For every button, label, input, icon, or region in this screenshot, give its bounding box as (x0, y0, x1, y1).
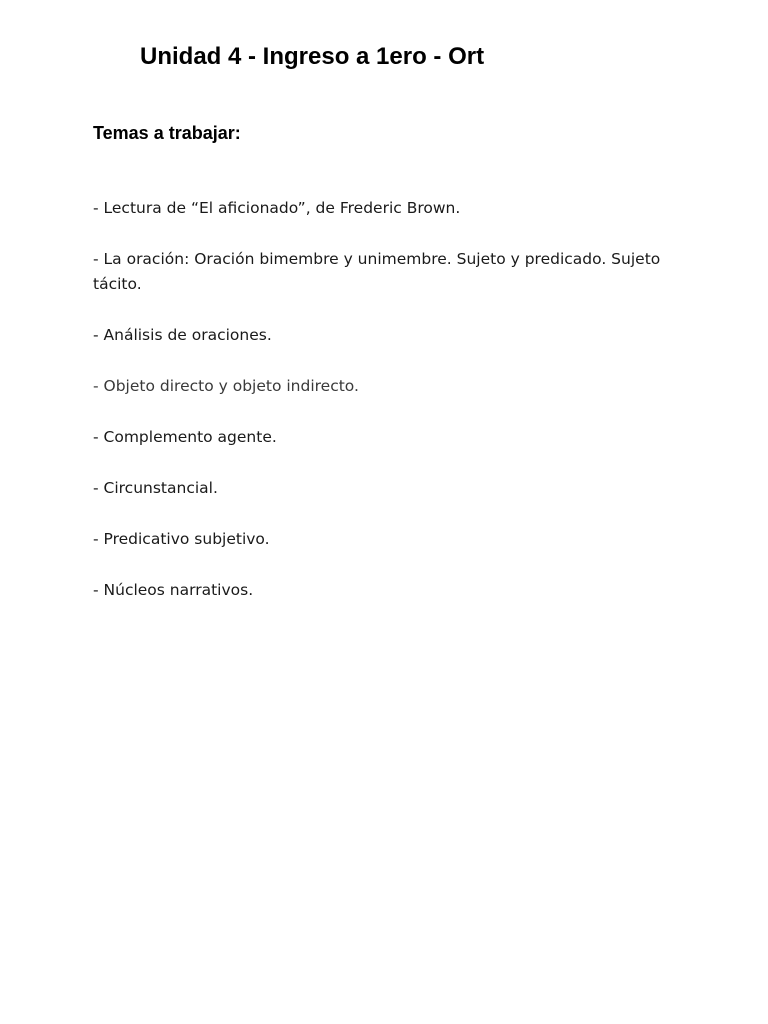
document-title: Unidad 4 - Ingreso a 1ero - Ort (140, 43, 485, 70)
topic-item: - Lectura de “El aficionado”, de Frederic Brown. (93, 199, 461, 217)
topic-item: - Predicativo subjetivo. (93, 530, 270, 548)
topic-item: - Complemento agente. (93, 428, 277, 446)
topic-item: - Núcleos narrativos. (93, 581, 254, 599)
topic-item: - Circunstancial. (93, 479, 218, 497)
topic-item: - La oración: Oración bimembre y unimembre. Sujeto y predicado. Sujeto tácito. (93, 250, 661, 293)
topics-list (93, 196, 693, 629)
topic-item: - Análisis de oraciones. (93, 326, 272, 344)
section-heading: Temas a trabajar: (93, 123, 241, 143)
topic-item: - Objeto directo y objeto indirecto. (93, 377, 359, 395)
